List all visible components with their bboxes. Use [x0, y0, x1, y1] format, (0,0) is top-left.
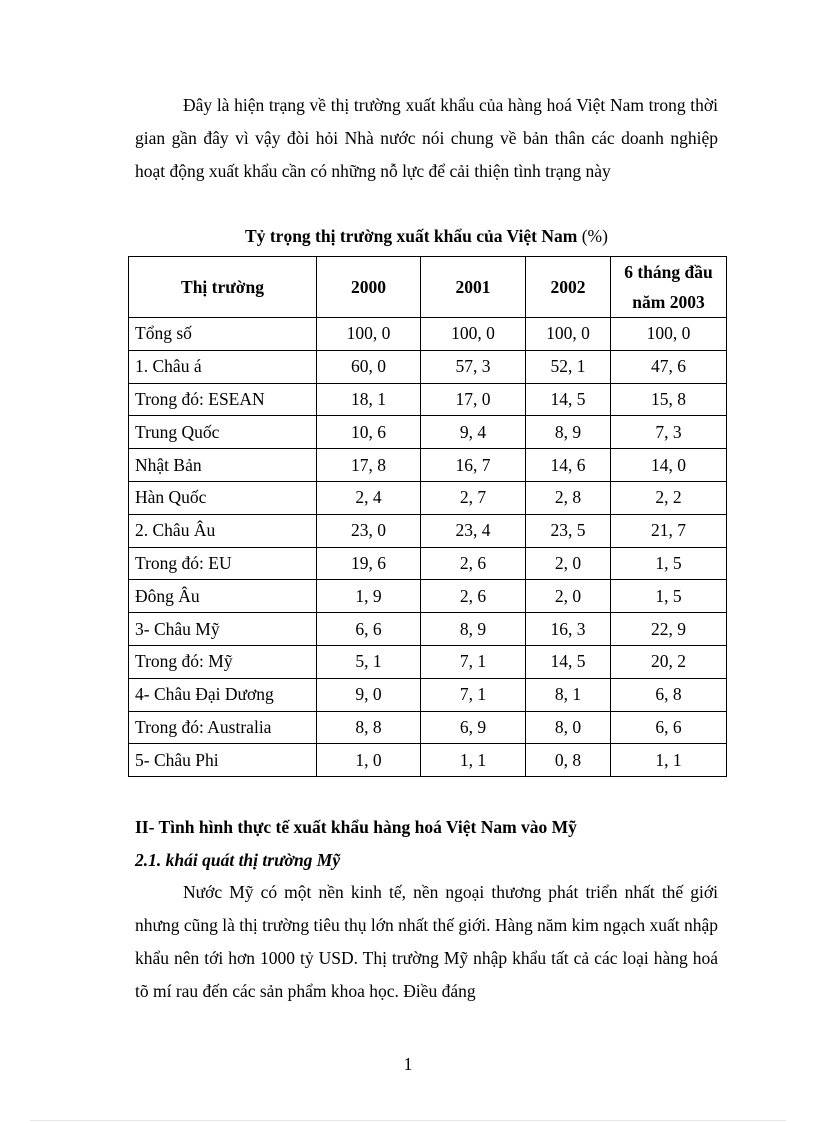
cell-2003: 1, 1	[611, 744, 727, 777]
cell-2003: 7, 3	[611, 416, 727, 449]
header-2001: 2001	[421, 257, 526, 318]
cell-2001: 8, 9	[421, 613, 526, 646]
cell-2003: 1, 5	[611, 547, 727, 580]
cell-2000: 100, 0	[317, 318, 421, 351]
table-row	[129, 580, 727, 613]
cell-2000: 10, 6	[317, 416, 421, 449]
cell-2002: 0, 8	[526, 744, 611, 777]
cell-market: Nhật Bản	[129, 449, 317, 482]
subsection-heading: 2.1. khái quát thị trường Mỹ	[135, 850, 341, 870]
cell-2003: 14, 0	[611, 449, 727, 482]
cell-2000: 17, 8	[317, 449, 421, 482]
cell-2001: 6, 9	[421, 711, 526, 744]
cell-2003: 100, 0	[611, 318, 727, 351]
intro-paragraph	[135, 89, 718, 188]
cell-2001: 1, 1	[421, 744, 526, 777]
cell-2000: 9, 0	[317, 678, 421, 711]
header-2002: 2002	[526, 257, 611, 318]
cell-2001: 16, 7	[421, 449, 526, 482]
cell-2001: 2, 6	[421, 580, 526, 613]
table-unit: (%)	[581, 226, 608, 246]
table-row	[129, 481, 727, 514]
page-bottom-rule	[30, 1120, 786, 1121]
cell-2002: 2, 0	[526, 580, 611, 613]
cell-2001: 57, 3	[421, 350, 526, 383]
table-caption	[135, 221, 718, 251]
cell-2002: 100, 0	[526, 318, 611, 351]
table-header-row	[129, 257, 727, 318]
cell-2001: 9, 4	[421, 416, 526, 449]
cell-2000: 60, 0	[317, 350, 421, 383]
cell-market: Trong đó: EU	[129, 547, 317, 580]
cell-2002: 2, 8	[526, 481, 611, 514]
table-row	[129, 514, 727, 547]
table-row	[129, 383, 727, 416]
table-row	[129, 613, 727, 646]
table-row	[129, 711, 727, 744]
cell-market: 2. Châu Âu	[129, 514, 317, 547]
page-number: 1	[403, 1054, 413, 1074]
cell-2000: 18, 1	[317, 383, 421, 416]
cell-market: Trong đó: Australia	[129, 711, 317, 744]
cell-2002: 8, 9	[526, 416, 611, 449]
cell-market: 1. Châu á	[129, 350, 317, 383]
header-market: Thị trường	[129, 257, 317, 318]
cell-2002: 8, 0	[526, 711, 611, 744]
cell-2000: 5, 1	[317, 645, 421, 678]
cell-2003: 15, 8	[611, 383, 727, 416]
table-row	[129, 449, 727, 482]
cell-2001: 7, 1	[421, 645, 526, 678]
cell-market: Hàn Quốc	[129, 481, 317, 514]
header-2003-h1: 6 tháng đầu năm 2003	[611, 257, 727, 318]
table-row	[129, 744, 727, 777]
cell-2003: 2, 2	[611, 481, 727, 514]
cell-2002: 23, 5	[526, 514, 611, 547]
cell-2001: 2, 6	[421, 547, 526, 580]
cell-market: Trung Quốc	[129, 416, 317, 449]
cell-2000: 6, 6	[317, 613, 421, 646]
cell-2003: 20, 2	[611, 645, 727, 678]
cell-market: Tổng số	[129, 318, 317, 351]
table-title: Tỷ trọng thị trường xuất khẩu của Việt Nam	[245, 226, 578, 246]
section-heading: II- Tình hình thực tế xuất khẩu hàng hoá Việt Nam vào Mỹ	[135, 817, 577, 837]
cell-2003: 21, 7	[611, 514, 727, 547]
table-row	[129, 678, 727, 711]
cell-2000: 8, 8	[317, 711, 421, 744]
cell-market: Đông Âu	[129, 580, 317, 613]
table-row	[129, 547, 727, 580]
cell-market: 3- Châu Mỹ	[129, 613, 317, 646]
table-row	[129, 645, 727, 678]
export-market-table	[128, 256, 727, 777]
cell-2003: 6, 6	[611, 711, 727, 744]
cell-2003: 47, 6	[611, 350, 727, 383]
cell-2003: 6, 8	[611, 678, 727, 711]
table-row	[129, 318, 727, 351]
cell-2000: 1, 0	[317, 744, 421, 777]
cell-2003: 1, 5	[611, 580, 727, 613]
cell-2002: 52, 1	[526, 350, 611, 383]
cell-market: Trong đó: Mỹ	[129, 645, 317, 678]
cell-2000: 2, 4	[317, 481, 421, 514]
body-paragraph	[135, 876, 718, 1008]
cell-2001: 23, 4	[421, 514, 526, 547]
cell-market: 5- Châu Phi	[129, 744, 317, 777]
cell-2002: 16, 3	[526, 613, 611, 646]
cell-2002: 2, 0	[526, 547, 611, 580]
cell-2001: 2, 7	[421, 481, 526, 514]
body-text: Nước Mỹ có một nền kinh tế, nền ngoại thương phát triển nhất thế giới nhưng cũng là thị trường tiêu thụ lớn nhất thế giới. Hàng năm kim ngạch xuất nhập khẩu nên tới hơn 1000 tỷ USD. Thị trường Mỹ nhập khẩu tất cả các loại hàng hoá tõ mí rau đến các sản phẩm khoa học. Điều đáng	[135, 882, 718, 1001]
cell-2002: 14, 6	[526, 449, 611, 482]
table-row	[129, 416, 727, 449]
cell-2002: 14, 5	[526, 383, 611, 416]
header-2000: 2000	[317, 257, 421, 318]
cell-2000: 1, 9	[317, 580, 421, 613]
cell-2003: 22, 9	[611, 613, 727, 646]
cell-2001: 17, 0	[421, 383, 526, 416]
cell-2000: 19, 6	[317, 547, 421, 580]
intro-text: Đây là hiện trạng về thị trường xuất khẩu của hàng hoá Việt Nam trong thời gian gần đây vì vậy đòi hỏi Nhà nước nói chung về bản thân các doanh nghiệp hoạt động xuất khẩu cần có những nỗ lực để cải thiện tình trạng này	[135, 95, 718, 181]
table-row	[129, 350, 727, 383]
cell-2000: 23, 0	[317, 514, 421, 547]
cell-2002: 14, 5	[526, 645, 611, 678]
cell-2002: 8, 1	[526, 678, 611, 711]
cell-market: 4- Châu Đại Dương	[129, 678, 317, 711]
cell-market: Trong đó: ESEAN	[129, 383, 317, 416]
cell-2001: 100, 0	[421, 318, 526, 351]
cell-2001: 7, 1	[421, 678, 526, 711]
